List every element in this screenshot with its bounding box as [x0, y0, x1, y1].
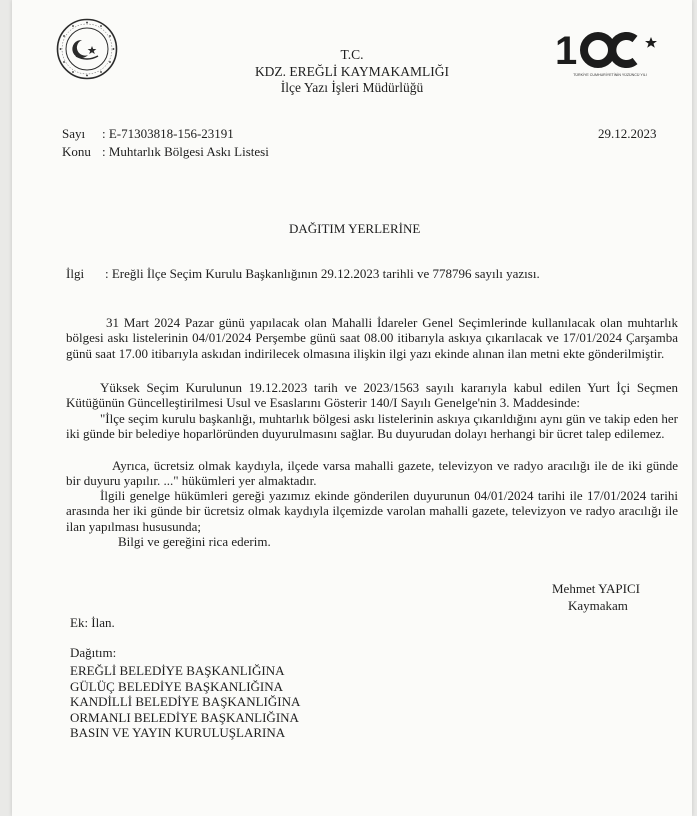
sayi-label: Sayı	[62, 126, 86, 141]
konu-value: : Muhtarlık Bölgesi Askı Listesi	[102, 144, 269, 159]
signatory-name: Mehmet YAPICI	[552, 581, 640, 596]
header-kaymakamlik: KDZ. EREĞLİ KAYMAKAMLIĞI	[254, 64, 450, 79]
turkiye-100-year-logo-icon	[555, 28, 665, 80]
list-item: GÜLÜÇ BELEDİYE BAŞKANLIĞINA	[70, 678, 284, 694]
header-mudurluk: İlçe Yazı İşleri Müdürlüğü	[280, 80, 424, 95]
konu-label: Konu	[62, 144, 91, 159]
svg-text:1: 1	[555, 29, 574, 73]
paragraph-2: Yüksek Seçim Kurulunun 19.12.2023 tarih ve 2023/1563 sayılı kararıyla kabul edilen Yurt İçi Seçmen Kütüğünün Güncelleştirilmesi Usul ve Esaslarını Gösterir 140/I Sayılı Genelge'nin 3. Maddesinde:	[66, 380, 678, 411]
header-tc: T.C.	[340, 47, 364, 62]
document-date: 29.12.2023	[598, 126, 657, 141]
logo-caption: TÜRKİYE CUMHURİYETİNİN YÜZÜNCÜ YILI	[573, 73, 647, 77]
list-item: KANDİLLİ BELEDİYE BAŞKANLIĞINA	[70, 694, 301, 709]
list-item: ORMANLI BELEDİYE BAŞKANLIĞINA	[70, 709, 299, 725]
ilgi-label: İlgi	[66, 266, 85, 281]
distribution-title: DAĞITIM YERLERİNE	[289, 221, 421, 236]
paragraph-5: İlgili genelge hükümleri gereği yazımız ekinde gönderilen duyurunun 04/01/2024 tarihi ile 17/01/2024 tarihi arasında her iki günde bir ücretsiz olmak kaydıyla ilçemizde varolan mahalli gazete, televizyon ve radyo aracılığı ile ilan yapılması hususunda;	[66, 488, 678, 534]
attachment-note: Ek: İlan.	[70, 615, 115, 630]
paragraph-3-quote: "İlçe seçim kurulu başkanlığı, muhtarlık bölgesi askı listelerinin askıya çıkarıldığını aynı gün ve takip eden her iki günde bir belediye hoparlöründen duyurulmasını sağlar. Bu duyurudan dolayı herhangi bir ücret talep edilemez.	[66, 411, 678, 442]
list-item: BASIN VE YAYIN KURULUŞLARINA	[70, 725, 286, 740]
distribution-list	[70, 663, 300, 741]
paragraph-1: 31 Mart 2024 Pazar günü yapılacak olan Mahalli İdareler Genel Seçimlerinde kullanılacak olan muhtarlık bölgesi askı listelerinin 04/01/2024 Perşembe günü saat 08.00 itibarıyla askıya çıkarılacak ve 17/01/2024 Çarşamba günü saat 17.00 itibarıyla askıdan indirilecek olmasına ilişkin ilgi yazı ekinde alınan ilan metni ekte gönderilmiştir.	[66, 315, 678, 361]
district-governorship-seal-icon	[56, 18, 118, 80]
list-item: EREĞLİ BELEDİYE BAŞKANLIĞINA	[70, 663, 285, 678]
ilgi-value: : Ereğli İlçe Seçim Kurulu Başkanlığının 29.12.2023 tarihli ve 778796 sayılı yazısı.	[105, 266, 540, 281]
distribution-label: Dağıtım:	[70, 645, 117, 660]
paragraph-4: Ayrıca, ücretsiz olmak kaydıyla, ilçede varsa mahalli gazete, televizyon ve radyo aracılığı ile de iki günde bir duyuru yapılır. ..." hükümleri yer almaktadır.	[66, 458, 678, 489]
paragraph-6: Bilgi ve gereğini rica ederim.	[118, 534, 271, 549]
sayi-value: : E-71303818-156-23191	[102, 126, 234, 141]
document-page	[12, 0, 692, 816]
signatory-title: Kaymakam	[568, 598, 628, 613]
